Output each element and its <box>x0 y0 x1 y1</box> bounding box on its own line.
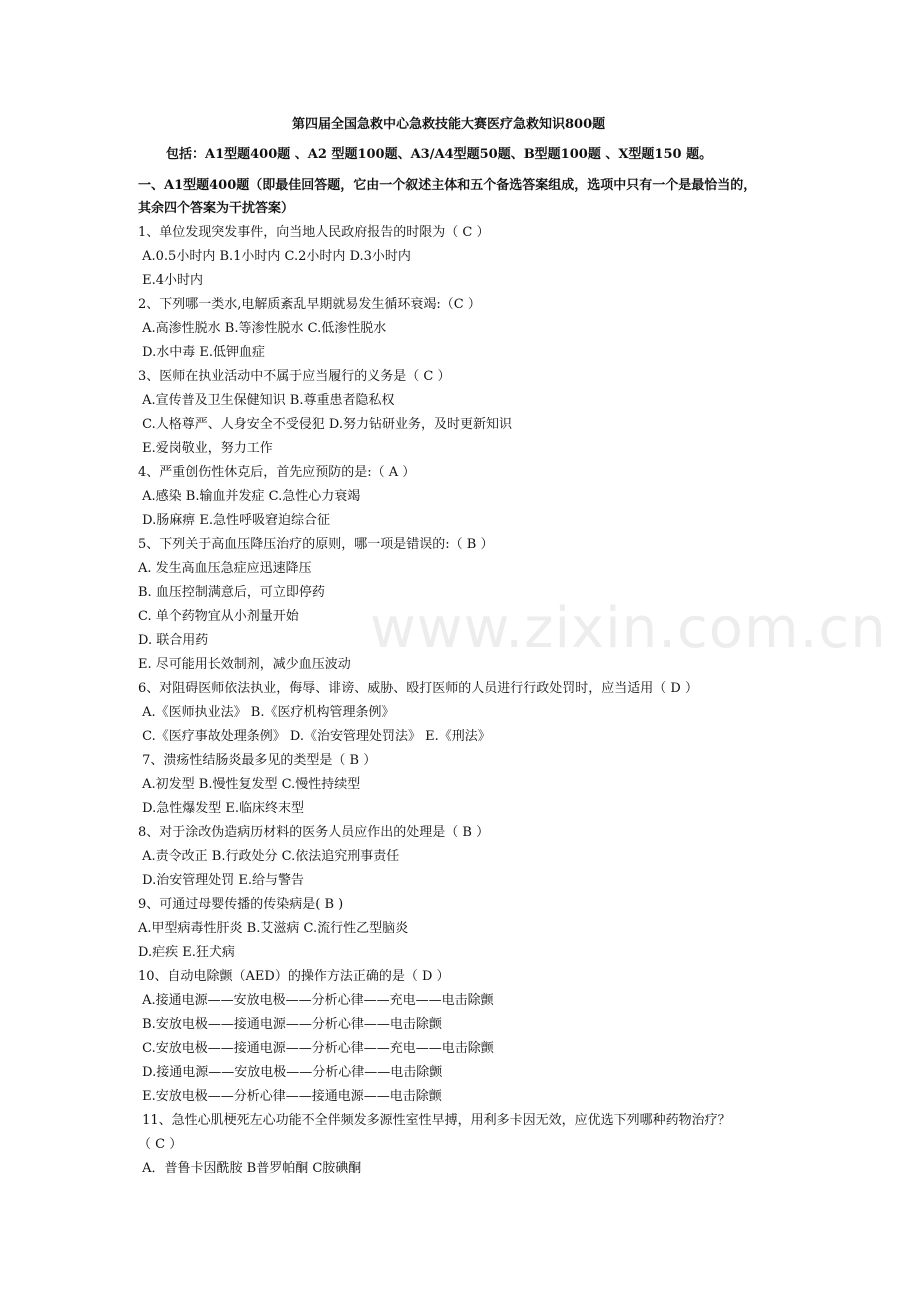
option-line: D.肠麻痹 E.急性呼吸窘迫综合征 <box>138 513 330 528</box>
option-line: A. 发生高血压急症应迅速降压 <box>138 561 312 576</box>
option-line: A.0.5小时内 B.1小时内 C.2小时内 D.3小时内 <box>138 249 411 264</box>
answer-line: （ C ） <box>138 1137 183 1152</box>
option-line: E.安放电极——分析心律——接通电源——电击除颤 <box>138 1089 442 1104</box>
option-line: A.高渗性脱水 B.等渗性脱水 C.低渗性脱水 <box>138 321 387 336</box>
option-line: D.治安管理处罚 E.给与警告 <box>138 873 304 888</box>
option-line: D.疟疾 E.狂犬病 <box>138 945 235 960</box>
question-line: 1、单位发现突发事件，向当地人民政府报告的时限为（ C ） <box>138 225 490 240</box>
option-line: B.安放电极——接通电源——分析心律——电击除颤 <box>138 1017 442 1032</box>
option-line: A.初发型 B.慢性复发型 C.慢性持续型 <box>138 777 361 792</box>
doc-title: 第四届全国急救中心急救技能大赛医疗急救知识800题 <box>292 117 606 132</box>
question-line: 11、急性心肌梗死左心功能不全伴频发多源性室性早搏，用利多卡因无效，应优选下列哪种药物治疗？ <box>138 1113 731 1128</box>
option-line: C.《医疗事故处理条例》 D.《治安管理处罚法》 E.《刑法》 <box>138 729 491 744</box>
question-line: 6、对阻碍医师依法执业，侮辱、诽谤、威胁、殴打医师的人员进行行政处罚时，应当适用（ D ） <box>138 681 698 696</box>
option-line: A.感染 B.输血并发症 C.急性心力衰竭 <box>138 489 361 504</box>
question-line: 4、严重创伤性休克后，首先应预防的是:（ A ） <box>138 465 416 480</box>
option-line: C. 单个药物宜从小剂量开始 <box>138 609 299 624</box>
option-line: E.4小时内 <box>138 273 204 288</box>
option-line: A.责令改正 B.行政处分 C.依法追究刑事责任 <box>138 849 400 864</box>
option-line: B. 血压控制满意后，可立即停药 <box>138 585 325 600</box>
option-line: A.《医师执业法》 B.《医疗机构管理条例》 <box>138 705 395 720</box>
question-line: 5、下列关于高血压降压治疗的原则，哪一项是错误的:（ B ） <box>138 537 494 552</box>
question-line: 2、下列哪一类水,电解质紊乱早期就易发生循环衰竭:（C ） <box>138 297 481 312</box>
option-line: D.急性爆发型 E.临床终末型 <box>138 801 304 816</box>
option-line: D. 联合用药 <box>138 633 209 648</box>
option-line: A.甲型病毒性肝炎 B.艾滋病 C.流行性乙型脑炎 <box>138 921 409 936</box>
question-line: 9、可通过母婴传播的传染病是( B ) <box>138 897 344 912</box>
option-line: D.接通电源——安放电极——分析心律——电击除颤 <box>138 1065 443 1080</box>
question-line: 8、对于涂改伪造病历材料的医务人员应作出的处理是（ B ） <box>138 825 490 840</box>
watermark: www.zixin.com.cn <box>370 596 887 661</box>
option-line: C.安放电极——接通电源——分析心律——充电——电击除颤 <box>138 1041 494 1056</box>
option-line: D.水中毒 E.低钾血症 <box>138 345 265 360</box>
question-line: 10、自动电除颤（AED）的操作方法正确的是（ D ） <box>138 969 450 984</box>
section-heading-line-2: 其余四个答案为干扰答案） <box>138 201 295 216</box>
question-line: 3、医师在执业活动中不属于应当履行的义务是（ C ） <box>138 369 451 384</box>
doc-subtitle: 包括：A1型题400题 、A2 型题100题、A3/A4型题50题、B型题100题 、X型题150 题。 <box>166 147 713 162</box>
option-line: E.爱岗敬业，努力工作 <box>138 441 273 456</box>
option-line: E. 尽可能用长效制剂，减少血压波动 <box>138 657 351 672</box>
option-line: A.宣传普及卫生保健知识 B.尊重患者隐私权 <box>138 393 395 408</box>
option-line: C.人格尊严、人身安全不受侵犯 D.努力钻研业务，及时更新知识 <box>138 417 512 432</box>
option-line: A.接通电源——安放电极——分析心律——充电——电击除颤 <box>138 993 494 1008</box>
question-line: 7、溃疡性结肠炎最多见的类型是（ B ） <box>138 753 377 768</box>
section-heading-line-1: 一、A1型题400题（即最佳回答题，它由一个叙述主体和五个备选答案组成，选项中只有一个是最恰当的， <box>138 178 757 193</box>
option-line: A．普鲁卡因酰胺 B普罗帕酮 C胺碘酮 <box>138 1161 362 1176</box>
